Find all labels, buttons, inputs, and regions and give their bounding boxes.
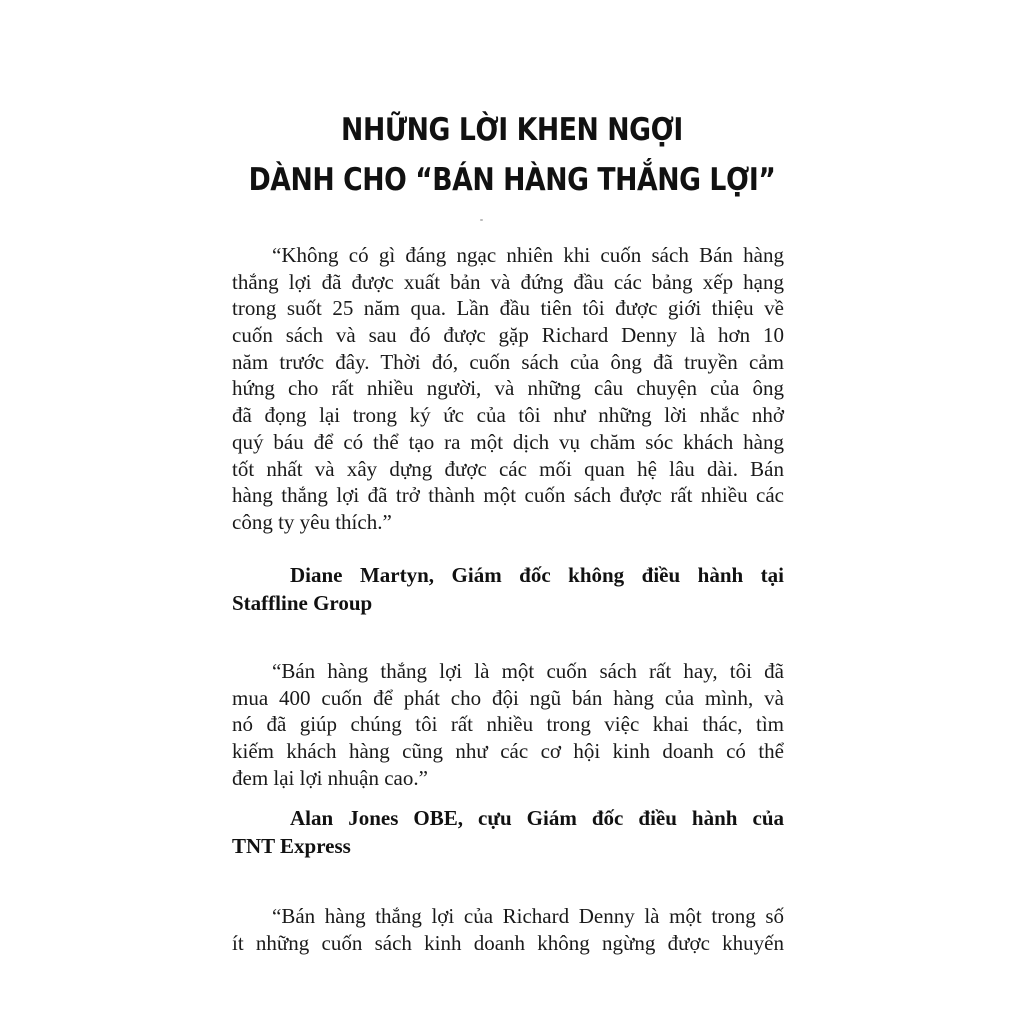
quote-line: công ty yêu thích.” xyxy=(232,509,392,534)
testimonial-quote-3 xyxy=(232,903,784,956)
attribution-line: TNT Express xyxy=(232,834,351,858)
page-title-line-1: NHỮNG LỜI KHEN NGỢI xyxy=(341,112,683,148)
quote-line: thắng lợi đã được xuất bản và đứng đầu các bảng xếp hạng xyxy=(232,269,784,294)
attribution-line: Staffline Group xyxy=(232,591,373,615)
quote-line: hàng thắng lợi đã trở thành một cuốn sách được rất nhiều các xyxy=(232,483,784,508)
quote-line: “Không có gì đáng ngạc nhiên khi cuốn sách Bán hàng xyxy=(272,243,784,267)
quote-line: năm trước đây. Thời đó, cuốn sách của ông đã truyền cảm xyxy=(232,349,784,374)
quote-line: ít những cuốn sách kinh doanh không ngừng được khuyến xyxy=(232,930,784,955)
quote-line: “Bán hàng thắng lợi của Richard Denny là một trong số xyxy=(272,904,784,928)
quote-line: đã đọng lại trong ký ức của tôi như những lời nhắc nhở xyxy=(232,403,784,428)
quote-line: tốt nhất và xây dựng được các mối quan hệ lâu dài. Bán xyxy=(232,456,784,481)
attribution-line: Alan Jones OBE, cựu Giám đốc điều hành của xyxy=(290,806,784,830)
quote-line: đem lại lợi nhuận cao.” xyxy=(232,765,428,790)
quote-line: nó đã giúp chúng tôi rất nhiều trong việc khai thác, tìm xyxy=(232,712,784,737)
quote-line: trong suốt 25 năm qua. Lần đầu tiên tôi được giới thiệu về xyxy=(232,296,784,321)
quote-line: cuốn sách và sau đó được gặp Richard Denny là hơn 10 xyxy=(232,323,784,348)
testimonial-attribution-1 xyxy=(232,561,784,617)
quote-line: kiếm khách hàng cũng như các cơ hội kinh doanh có thể xyxy=(232,739,784,764)
quote-line: quý báu để có thể tạo ra một dịch vụ chăm sóc khách hàng xyxy=(232,429,784,454)
quote-line: mua 400 cuốn để phát cho đội ngũ bán hàng của mình, và xyxy=(232,685,784,710)
attribution-line: Diane Martyn, Giám đốc không điều hành tại xyxy=(290,563,784,587)
quote-line: hứng cho rất nhiều người, và những câu chuyện của ông xyxy=(232,376,784,401)
testimonial-attribution-2 xyxy=(232,804,784,860)
testimonial-quote-1 xyxy=(232,242,784,536)
quote-line: “Bán hàng thắng lợi là một cuốn sách rất hay, tôi đã xyxy=(272,659,784,683)
testimonial-quote-2 xyxy=(232,658,784,791)
paper-speck xyxy=(480,219,483,221)
page-title-line-2: DÀNH CHO “BÁN HÀNG THẮNG LỢI” xyxy=(248,162,776,198)
